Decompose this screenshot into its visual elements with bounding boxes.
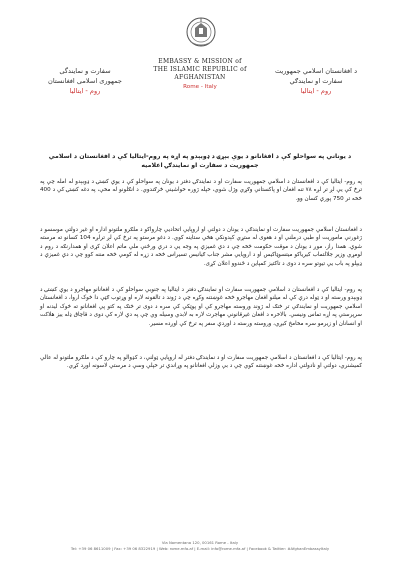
paragraph-2: د افغانستان اسلامي جمهوریت سفارت او نمایندګي د یونان د دولتي او اروپایي اتحادیې چارواکو د ملګرو ملتونو اداره او غیر دولتي موسسو د ژغورنې ماموریت او طبي درملنې او د هغوی له ستړي کېدونکي هڅې ستاینه کوي. د دغو مرستو په ترڅ کې لږ ترلږه 104 کسانو ته مرسته شوې. همدا راز، موږ د یونان د موقت حکومت څخه چې د دې غمیزې په وجه یې د درې ورځنې ملي ماتم اعلان کړی او همدارنګه د روم د لومړي وزیر جلالتماب کیریاکو میتسوټاکیس او د اروپایي مشر جناب ګیانیس تسیراس څخه د زړه له کومې څخه مننه کوو چې د دې غمیزې د ډیپلو په باب یې تیوتو سره د دوی د تاکتیز کمپاین د ځندوو اعلان کړی. [40,227,362,267]
header-english-line2: THE ISLAMIC REPUBLIC of AFGHANISTAN [153,66,247,81]
header-english-location: Rome - Italy [183,84,217,90]
header-dari-line2: جمهوری اسلامی افغانستان [48,77,122,85]
paragraph-1: په روم- ایتالیا کې د افغانستان د اسلامي جمهوریت سفارت او د نمایندګۍ دفتر د یونان په سواحلو کې د یوې کښتۍ د ډوبېدو له امله چې په ترڅ کې یې لږ تر لږه ۷۸ تنه افغان او پاکستاني وګړي وژل شوي، خپله ژوره خواشیني څرګندوي. د انګلونو له مخې، په دغه کښتۍ کې د 400 څخه تر 750 پورې کسان وو. [40,179,362,202]
header-dari-block [30,66,140,96]
paragraph-4: په روم- ایتالیا کې د افغانستان د اسلامي جمهوریت سفارت او د نمایندګۍ دفتر له اروپایي ټولنې، د کډوالو په چارو کې د ملګرو ملتونو له عالي کمیشنري، دولتي او نادولتي اداره څخه غوښتنه کوي چې د بې وزلي افغانانو په وړاندې تر خپلې وسې د مرستې لاسونه اوږد کړي. [40,355,362,370]
header-dari-line1: سفارت و نمایندگی [59,67,111,75]
paragraph-3: په روم- ایتالیا کې د افغانستان د اسلامي جمهوریت سفارت او نمایندګۍ دفتر د ایتالیا په جنوبي سواحلو کې د افغانانو مهاجرو د یوې کښتۍ د ډوبېدو ورسته او د ټوله درې کې له میلنو افغان مهاجرو څخه غوښتنه وکړه چې د ژوند د تالقونه لاره او وړتوب ګټې دا څوک اروا، د افغانستان اسلامي جمهوریت او نمایندګي تر څنګ له ژوند وروسته مهاجرو کې او پوټکي کې سره د دوی تر څنګ په کتو پې افغانانو ته څوک لیدنه او سرپرستي په اړه تماس ونیسي. بالاخره د افغان غیرقانوني مهاجرت لاره به لابدي وسیله وي چې په دې لاره کې دوی د قاچاق ډله ییز هلاکت او انسانان او زیرمو سره مخامخ کیږي، وروسته ورسته د اوږدې سفر په ترڅ کې اوږده مسیر. [40,287,362,327]
header-english-block [130,58,270,92]
document-title: د یوناني په سواحلو کې د افغانانو د یوې بېړۍ د ډوبېدو په اړه په روم-ایتالیا کې د افغانستان د اسلامي جمهوریت د سفارت او نمایندګۍ اعلامیه [48,153,352,169]
header-dari-location: روم - ایتالیا [69,87,101,95]
header-pashto-block [256,66,376,96]
header-pashto-line1: د افغانستان اسلامي جمهوریت [274,67,358,75]
afghanistan-emblem-icon [185,14,217,50]
header-pashto-location: روم - ایتالیا [300,87,332,95]
header-pashto-line2: سفارت او نمایندګي [289,77,343,85]
footer-contact-line: Tel: +39 06 8611009 | Fax: +39 06 8322919 | Web: rome.mfa.af | E-mail: info@rome.mfa.af | Facebook & Twitter: #AfghanEmbassyItaly [70,546,330,551]
header-english-line1: EMBASSY & MISSION of [158,58,242,65]
footer-contact [40,540,360,552]
footer-address: Via Nomentana 120, 00161 Rome - Italy [161,540,239,545]
